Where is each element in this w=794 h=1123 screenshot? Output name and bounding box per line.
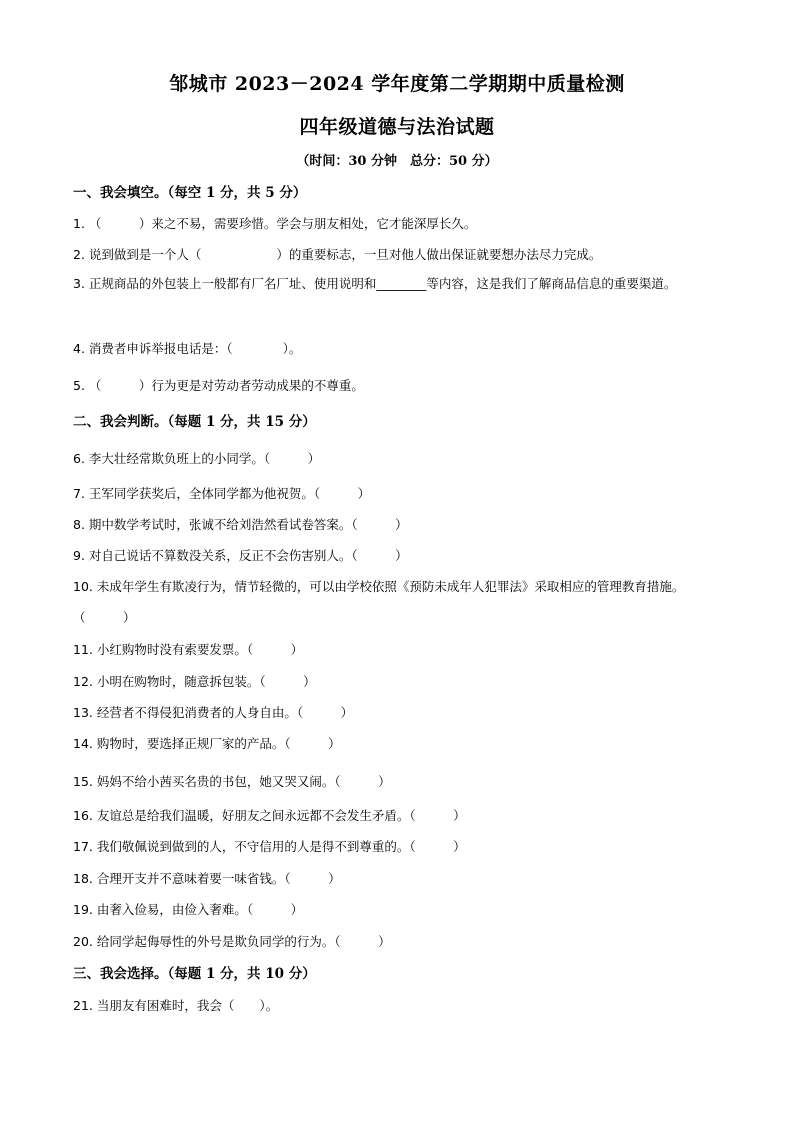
question-16: 16. 友谊总是给我们温暖，好朋友之间永远都不会发生矛盾。（ ） (73, 808, 466, 823)
question-4: 4. 消费者申诉举报电话是：（ ）。 (73, 341, 302, 356)
question-3: 3. 正规商品的外包装上一般都有厂名厂址、使用说明和________等内容，这是我们了解商品信息的重要渠道。 (73, 276, 677, 291)
section-heading-judge: 二、我会判断。（每题 1 分，共 15 分） (73, 414, 316, 430)
question-13: 13. 经营者不得侵犯消费者的人身自由。（ ） (73, 705, 354, 720)
question-18: 18. 合理开支并不意味着要一味省钱。（ ） (73, 871, 341, 886)
question-10: 10. 未成年学生有欺凌行为，情节轻微的，可以由学校依照《预防未成年人犯罪法》采取相应的管理教育措施。（ ） (73, 579, 685, 625)
question-7: 7. 王军同学获奖后，全体同学都为他祝贺。（ ） (73, 486, 371, 501)
exam-info: （时间：30 分钟 总分：50 分） (296, 154, 498, 169)
question-2: 2. 说到做到是一个人（ ）的重要标志，一旦对他人做出保证就要想办法尽力完成。 (73, 247, 602, 262)
question-11: 11. 小红购物时没有索要发票。（ ） (73, 642, 304, 657)
question-1: 1. （ ）来之不易，需要珍惜。学会与朋友相处，它才能深厚长久。 (73, 216, 477, 231)
section-heading-choice: 三、我会选择。（每题 1 分，共 10 分） (73, 966, 316, 982)
question-17: 17. 我们敬佩说到做到的人，不守信用的人是得不到尊重的。（ ） (73, 839, 466, 854)
question-6: 6. 李大壮经常欺负班上的小同学。（ ） (73, 451, 321, 466)
exam-subtitle: 四年级道德与法治试题 (299, 116, 495, 138)
question-5: 5. （ ）行为更是对劳动者劳动成果的不尊重。 (73, 378, 364, 393)
exam-title: 邹城市 2023－2024 学年度第二学期期中质量检测 (169, 73, 625, 95)
question-8: 8. 期中数学考试时，张诚不给刘浩然看试卷答案。（ ） (73, 517, 408, 532)
question-14: 14. 购物时，要选择正规厂家的产品。（ ） (73, 736, 341, 751)
question-12: 12. 小明在购物时，随意拆包装。（ ） (73, 674, 316, 689)
question-9: 9. 对自己说话不算数没关系，反正不会伤害别人。（ ） (73, 548, 408, 563)
question-19: 19. 由奢入俭易，由俭入奢难。（ ） (73, 902, 304, 917)
question-20: 20. 给同学起侮辱性的外号是欺负同学的行为。（ ） (73, 934, 391, 949)
question-15: 15. 妈妈不给小茜买名贵的书包，她又哭又闹。（ ） (73, 774, 391, 789)
question-21: 21. 当朋友有困难时，我会（ ）。 (73, 998, 279, 1013)
section-heading-fill: 一、我会填空。（每空 1 分，共 5 分） (73, 185, 307, 201)
